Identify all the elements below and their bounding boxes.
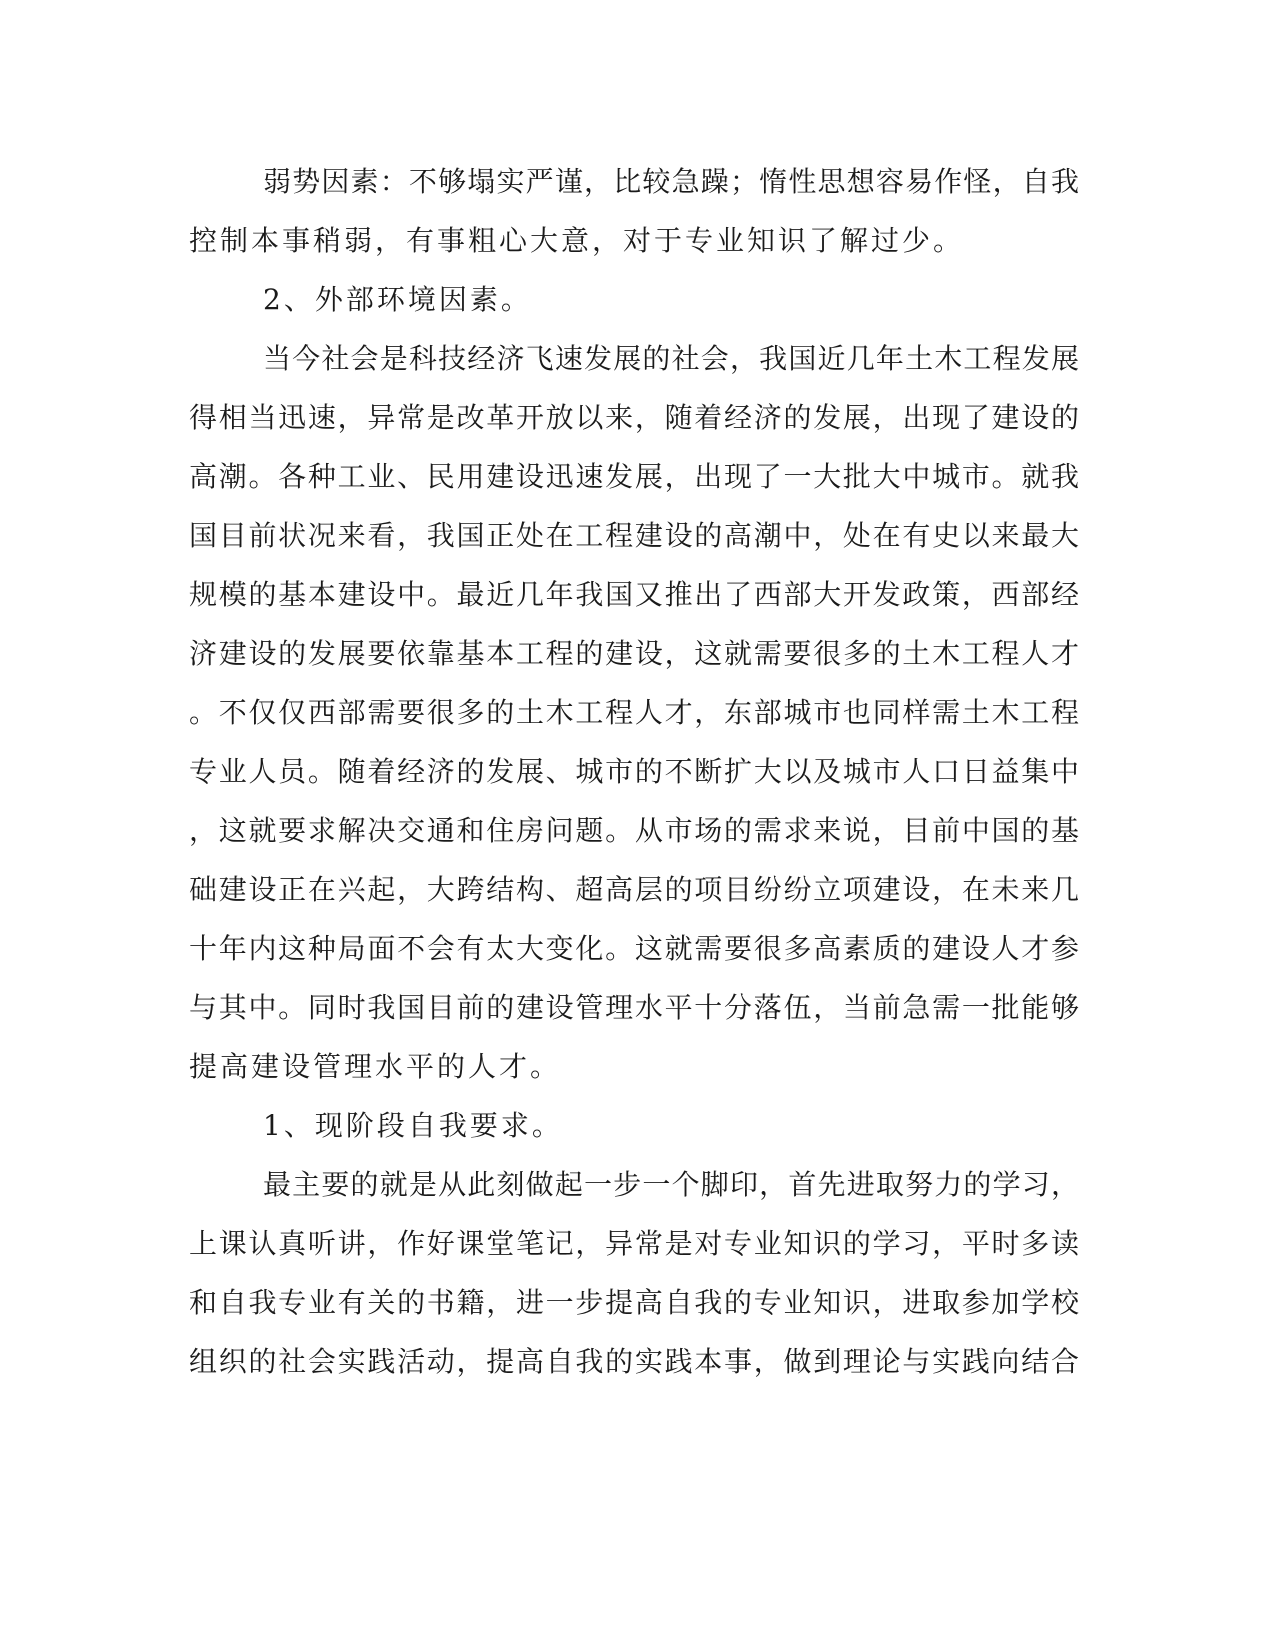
text-line: 和自我专业有关的书籍，进一步提高自我的专业知识，进取参加学校 — [189, 1286, 1079, 1319]
section-heading: 1、现阶段自我要求。 — [263, 1109, 563, 1142]
text-line: 控制本事稍弱，有事粗心大意，对于专业知识了解过少。 — [189, 224, 965, 257]
text-line: 与其中。同时我国目前的建设管理水平十分落伍，当前急需一批能够 — [189, 991, 1079, 1024]
text-line: 组织的社会实践活动，提高自我的实践本事，做到理论与实践向结合 — [189, 1345, 1079, 1378]
text-line: 国目前状况来看，我国正处在工程建设的高潮中，处在有史以来最大 — [189, 519, 1079, 552]
text-line: 当今社会是科技经济飞速发展的社会，我国近几年土木工程发展 — [263, 342, 1079, 375]
text-line: 。不仅仅西部需要很多的土木工程人才，东部城市也同样需土木工程 — [189, 696, 1079, 729]
text-line: 规模的基本建设中。最近几年我国又推出了西部大开发政策，西部经 — [189, 578, 1079, 611]
section-heading: 2、外部环境因素。 — [263, 283, 532, 316]
text-line: 专业人员。随着经济的发展、城市的不断扩大以及城市人口日益集中 — [189, 755, 1079, 788]
text-line: 最主要的就是从此刻做起一步一个脚印，首先进取努力的学习， — [263, 1168, 1079, 1201]
text-line: 得相当迅速，异常是改革开放以来，随着经济的发展，出现了建设的 — [189, 401, 1079, 434]
text-line: 高潮。各种工业、民用建设迅速发展，出现了一大批大中城市。就我 — [189, 460, 1079, 493]
text-line: ，这就要求解决交通和住房问题。从市场的需求来说，目前中国的基 — [189, 814, 1079, 847]
text-line: 十年内这种局面不会有太大变化。这就需要很多高素质的建设人才参 — [189, 932, 1079, 965]
text-line: 上课认真听讲，作好课堂笔记，异常是对专业知识的学习，平时多读 — [189, 1227, 1079, 1260]
text-line: 弱势因素：不够塌实严谨，比较急躁；惰性思想容易作怪，自我 — [263, 165, 1079, 198]
text-line: 提高建设管理水平的人才。 — [189, 1050, 562, 1083]
text-line: 济建设的发展要依靠基本工程的建设，这就需要很多的土木工程人才 — [189, 637, 1079, 670]
text-line: 础建设正在兴起，大跨结构、超高层的项目纷纷立项建设，在未来几 — [189, 873, 1079, 906]
